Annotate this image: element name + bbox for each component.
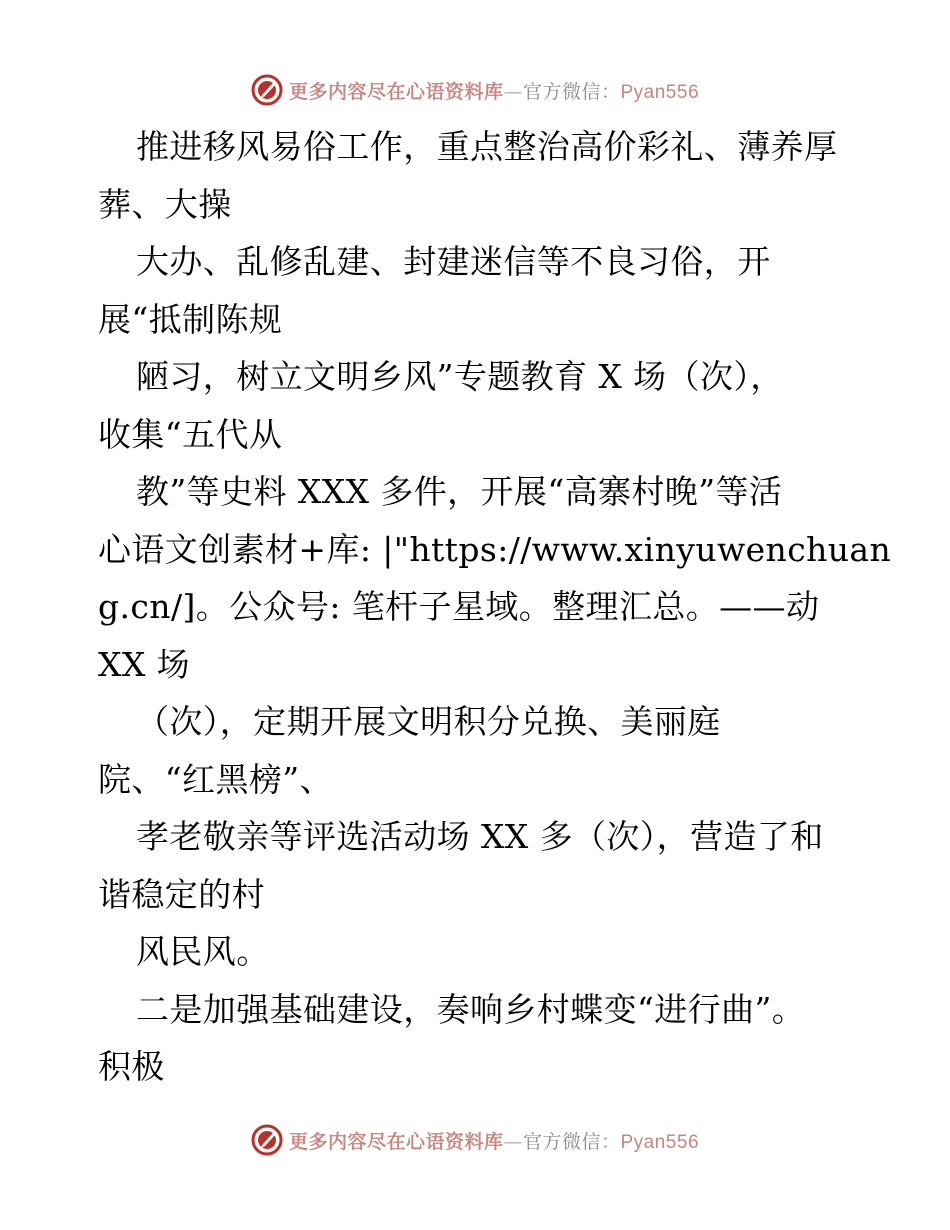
text-line: 教”等史料 XXX 多件，开展“高寨村晚”等活: [136, 472, 783, 511]
banner-wechat-label: 官方微信：: [522, 1130, 621, 1153]
text-line: g.cn/]。公众号: 笔杆子星域。整理汇总。——动: [98, 587, 820, 626]
banner-main-text: 更多内容尽在心语资料库: [288, 1130, 504, 1153]
text-line: 孝老敬亲等评选活动场 XX 多（次），营造了和: [136, 817, 824, 856]
text-line: 二是加强基础建设，奏响乡村蝶变“进行曲”。: [136, 989, 806, 1029]
banner-wechat-label: 官方微信：: [522, 80, 621, 103]
document-body: [98, 118, 892, 1096]
text-line: 院、“红黑榜”、: [98, 759, 333, 799]
text-line: 陋习，树立文明乡风”专题教育 X 场（次），: [136, 357, 784, 396]
banner-dash: —: [503, 1130, 523, 1153]
xinyu-logo-icon: [251, 74, 283, 106]
text-line: 推进移风易俗工作，重点整治高价彩礼、薄养厚: [136, 127, 838, 166]
text-line: 展“抵制陈规: [98, 299, 283, 339]
banner-text: [289, 77, 699, 104]
text-line: 风民风。: [136, 932, 270, 971]
banner-text: [289, 1127, 699, 1154]
banner-wechat-id: Pyan556: [620, 81, 700, 103]
text-line: （次），定期开展文明积分兑换、美丽庭: [136, 702, 721, 741]
text-line: 大办、乱修乱建、封建迷信等不良习俗，开: [136, 242, 771, 281]
xinyu-logo-icon: [251, 1124, 283, 1156]
banner-dash: —: [503, 80, 523, 103]
text-line: 谐稳定的村: [98, 874, 265, 914]
banner-wechat-id: Pyan556: [620, 1131, 700, 1153]
header-banner: [0, 72, 950, 108]
text-line: 积极: [98, 1047, 165, 1086]
footer-banner: [0, 1122, 950, 1158]
text-line: 葬、大操: [98, 184, 232, 224]
text-line: XX 场: [98, 644, 191, 684]
text-line: 收集“五代从: [98, 414, 283, 454]
banner-main-text: 更多内容尽在心语资料库: [288, 80, 504, 103]
text-line: 心语文创素材+库: |"https://www.xinyuwenchuan: [98, 529, 892, 569]
